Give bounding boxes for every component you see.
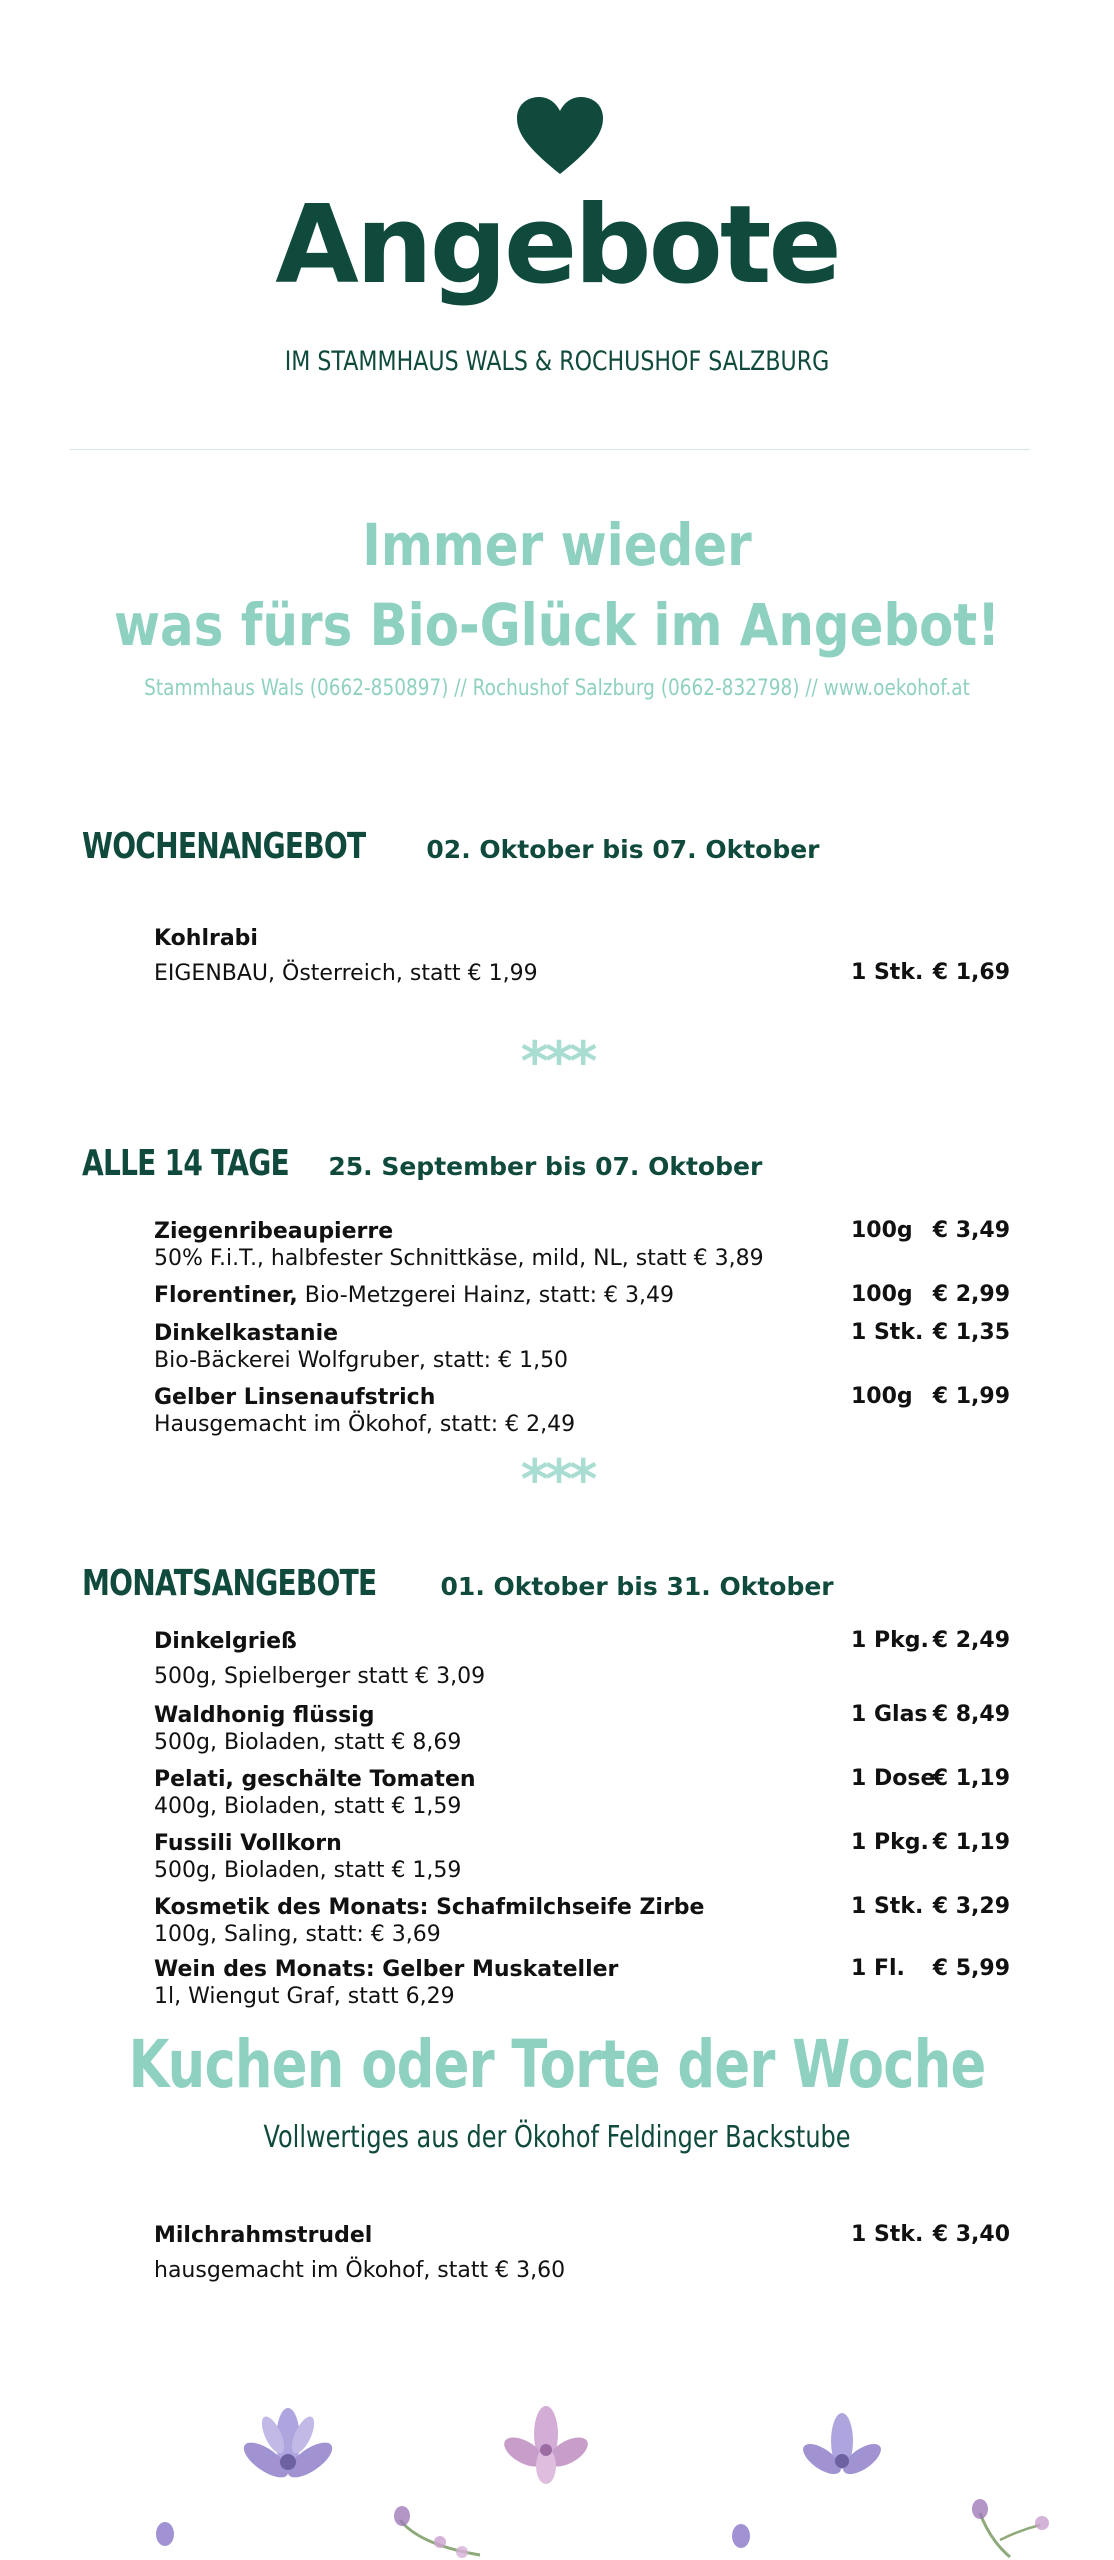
slogan bbox=[78, 505, 1036, 665]
section-dates: 25. September bis 07. Oktober bbox=[328, 1152, 763, 1181]
offer-item bbox=[154, 1702, 461, 1756]
bud-icon bbox=[960, 2495, 1060, 2560]
offer-item bbox=[154, 1218, 764, 1272]
item-desc: Hausgemacht im Ökohof, statt: € 2,49 bbox=[154, 1412, 576, 1437]
item-desc: 500g, Bioladen, statt € 1,59 bbox=[154, 1858, 462, 1883]
item-desc: 500g, Bioladen, statt € 8,69 bbox=[154, 1730, 462, 1755]
item-desc: 400g, Bioladen, statt € 1,59 bbox=[154, 1794, 462, 1819]
item-price: € 3,49 bbox=[932, 1218, 1010, 1243]
section-title: ALLE 14 TAGE bbox=[82, 1143, 289, 1184]
item-name: Milchrahmstrudel bbox=[154, 2223, 373, 2248]
offer-item bbox=[154, 1894, 704, 1948]
slogan-line-1: Immer wieder bbox=[362, 511, 752, 579]
item-desc: 50% F.i.T., halbfester Schnittkäse, mild, NL, statt € 3,89 bbox=[154, 1246, 764, 1271]
divider bbox=[70, 449, 1030, 450]
item-unit: 1 Stk. bbox=[851, 1894, 924, 1919]
bud-icon bbox=[726, 2522, 756, 2560]
bud-icon bbox=[150, 2520, 180, 2560]
item-price: € 5,99 bbox=[932, 1956, 1010, 1981]
page-title: Angebote bbox=[275, 183, 839, 308]
item-unit: 100g bbox=[851, 1282, 913, 1307]
item-desc: 1l, Wiengut Graf, statt 6,29 bbox=[154, 1984, 455, 2009]
item-name: Wein des Monats: Gelber Muskateller bbox=[154, 1957, 619, 1982]
separator-stars: *** bbox=[520, 1030, 594, 1093]
item-unit: 1 Stk. bbox=[851, 960, 924, 985]
item-name: Dinkelgrieß bbox=[154, 1629, 297, 1654]
item-unit: 1 Stk. bbox=[851, 2222, 924, 2247]
contact-line: Stammhaus Wals (0662-850897) // Rochushof Salzburg (0662-832798) // www.oekohof.at bbox=[144, 676, 970, 701]
page-subtitle: IM STAMMHAUS WALS & ROCHUSHOF SALZBURG bbox=[284, 346, 830, 377]
item-name: Kohlrabi bbox=[154, 926, 258, 951]
item-name: Ziegenribeaupierre bbox=[154, 1219, 394, 1244]
offer-item bbox=[154, 1628, 485, 1690]
item-price: € 1,19 bbox=[932, 1766, 1010, 1791]
flower-icon bbox=[498, 2400, 593, 2490]
item-name: Pelati, geschälte Tomaten bbox=[154, 1767, 476, 1792]
item-unit: 1 Fl. bbox=[851, 1956, 905, 1981]
item-name: Kosmetik des Monats: Schafmilchseife Zirbe bbox=[154, 1895, 705, 1920]
item-desc: 500g, Spielberger statt € 3,09 bbox=[154, 1664, 486, 1689]
cake-subtitle: Vollwertiges aus der Ökohof Feldinger Backstube bbox=[263, 2120, 851, 2155]
item-unit: 100g bbox=[851, 1384, 913, 1409]
item-price: € 8,49 bbox=[932, 1702, 1010, 1727]
item-unit: 1 Pkg. bbox=[851, 1830, 929, 1855]
flower-icon bbox=[228, 2400, 348, 2500]
bud-icon bbox=[380, 2500, 490, 2560]
item-price: € 1,69 bbox=[932, 960, 1010, 985]
item-desc: hausgemacht im Ökohof, statt € 3,60 bbox=[154, 2258, 566, 2283]
item-desc: EIGENBAU, Österreich, statt € 1,99 bbox=[154, 961, 538, 986]
item-price: € 1,19 bbox=[932, 1830, 1010, 1855]
separator-stars: *** bbox=[520, 1448, 594, 1511]
item-desc: Bio-Bäckerei Wolfgruber, statt: € 1,50 bbox=[154, 1348, 569, 1373]
offer-item bbox=[154, 1766, 476, 1820]
section-title: WOCHENANGEBOT bbox=[82, 826, 366, 867]
item-unit: 1 Stk. bbox=[851, 1320, 924, 1345]
item-price: € 3,29 bbox=[932, 1894, 1010, 1919]
item-unit: 1 Pkg. bbox=[851, 1628, 929, 1653]
item-name: Fussili Vollkorn bbox=[154, 1831, 342, 1856]
item-price: € 2,49 bbox=[932, 1628, 1010, 1653]
offer-item bbox=[154, 2222, 565, 2284]
item-unit: 1 Glas bbox=[851, 1702, 928, 1727]
offer-item bbox=[154, 1384, 575, 1438]
item-name: Florentiner, bbox=[154, 1283, 298, 1308]
item-unit: 100g bbox=[851, 1218, 913, 1243]
item-name: Gelber Linsenaufstrich bbox=[154, 1385, 436, 1410]
offer-item bbox=[154, 1282, 674, 1309]
offer-item bbox=[154, 1956, 618, 2010]
item-price: € 1,99 bbox=[932, 1384, 1010, 1409]
item-price: € 3,40 bbox=[932, 2222, 1010, 2247]
section-header-weekly bbox=[82, 826, 820, 867]
section-header-biweekly bbox=[82, 1143, 762, 1184]
cake-title: Kuchen oder Torte der Woche bbox=[128, 2026, 986, 2103]
item-desc: Bio-Metzgerei Hainz, statt: € 3,49 bbox=[297, 1283, 674, 1308]
slogan-line-2: was fürs Bio-Glück im Angebot! bbox=[113, 591, 1001, 659]
offer-item bbox=[154, 1830, 461, 1884]
offer-item bbox=[154, 925, 538, 987]
item-unit: 1 Dose bbox=[851, 1766, 936, 1791]
section-title: MONATSANGEBOTE bbox=[82, 1563, 377, 1604]
section-dates: 02. Oktober bis 07. Oktober bbox=[426, 835, 820, 864]
flower-icon bbox=[792, 2405, 892, 2495]
heart-icon bbox=[515, 96, 605, 176]
item-price: € 1,35 bbox=[932, 1320, 1010, 1345]
section-header-monthly bbox=[82, 1563, 834, 1604]
item-name: Waldhonig flüssig bbox=[154, 1703, 375, 1728]
section-dates: 01. Oktober bis 31. Oktober bbox=[440, 1572, 834, 1601]
offer-item bbox=[154, 1320, 568, 1374]
item-desc: 100g, Saling, statt: € 3,69 bbox=[154, 1922, 441, 1947]
item-name: Dinkelkastanie bbox=[154, 1321, 339, 1346]
item-price: € 2,99 bbox=[932, 1282, 1010, 1307]
